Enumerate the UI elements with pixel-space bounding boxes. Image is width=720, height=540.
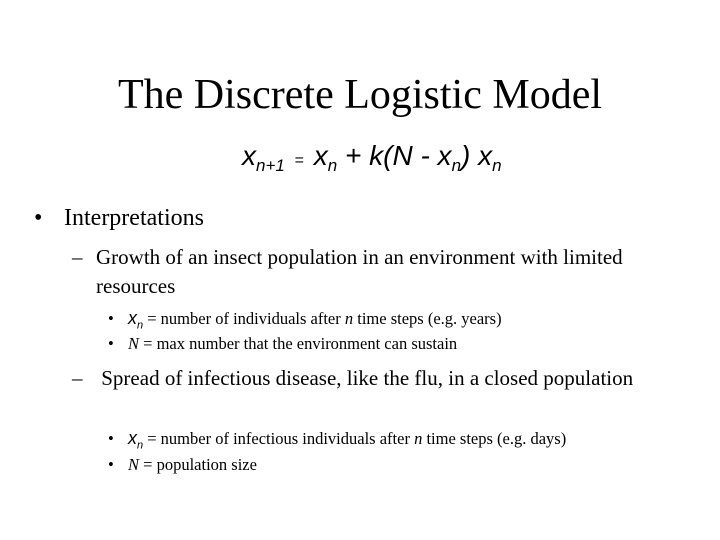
eq-subscript: n [492,156,502,175]
sub-bullet [108,333,457,355]
eq-equals: = [294,152,304,169]
definition-text: = number of infectious individuals after [143,429,415,448]
dash-marker: – [72,366,83,390]
symbol-x: $x_n$ [128,428,144,452]
eq-subscript: n+1 [256,156,285,175]
dash-marker: – [72,245,83,269]
sub-bullet-marker: • [108,455,114,474]
interpretation-text: Spread of infectious disease, like the flu, in a closed population [96,366,634,390]
slide-title: The Discrete Logistic Model [117,72,603,118]
definition-text: = number of individuals after [143,309,345,328]
sub-bullet-marker: • [108,309,114,328]
symbol-n: n [414,429,423,448]
interpretation-item [72,243,652,301]
definition-text: time steps (e.g. days) [422,429,567,448]
sub-bullet [108,427,566,457]
eq-x: x [313,140,328,171]
bullet-marker: • [34,205,43,231]
symbol-n: n [344,309,354,328]
eq-subscript: n [327,156,338,175]
symbol-N: N [128,334,140,353]
eq-middle: + k(N - x [345,140,452,171]
definition-text: = population size [139,455,257,474]
sub-bullet [108,454,257,476]
eq-close: ) x [461,140,493,171]
sub-bullet-marker: • [108,334,114,353]
interpretation-item [72,364,652,393]
eq-x: x [242,140,256,171]
logistic-equation [242,138,502,179]
symbol-x: $x_n$ [128,308,144,332]
interpretation-text: Growth of an insect population in an environment with limited resources [96,245,623,298]
bullet-interpretations [34,203,204,233]
definition-text: = max number that the environment can sustain [139,334,458,353]
definition-text: time steps (e.g. years) [353,309,502,328]
eq-subscript: n [451,156,462,175]
sub-bullet-marker: • [108,429,114,448]
symbol-N: N [128,455,140,474]
bullet-label: Interpretations [64,205,204,231]
